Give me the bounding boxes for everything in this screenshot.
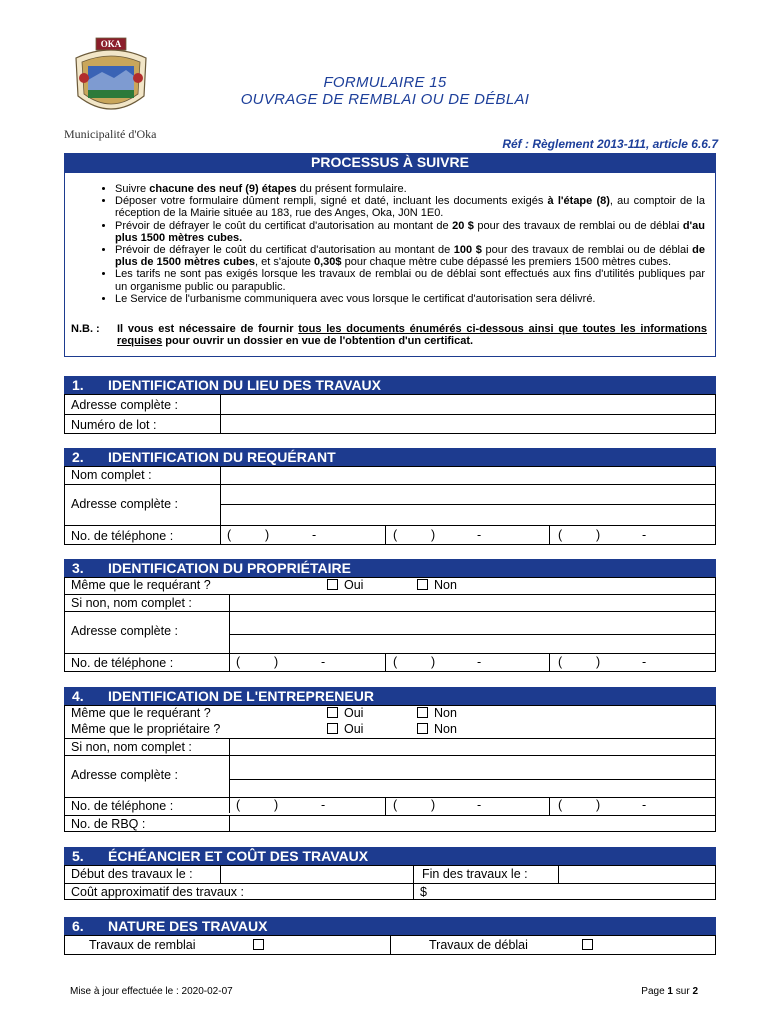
address-label: Adresse complète : [71, 624, 178, 638]
contractor-same-applicant-no-checkbox[interactable]: Non [417, 706, 457, 720]
owner-same-yes-checkbox[interactable]: Oui [327, 578, 363, 592]
same-as-owner-label: Même que le propriétaire ? [71, 722, 221, 736]
section-2-box: Nom complet : Adresse complète : No. de téléphone : ( ) - ( ) - ( ) - [64, 466, 716, 545]
contractor-same-owner-no-checkbox[interactable]: Non [417, 722, 457, 736]
section-6-heading: 6. NATURE DES TRAVAUX [64, 917, 716, 935]
process-box [64, 172, 716, 357]
logo-text: OKA [100, 39, 122, 49]
section-1-box [64, 394, 716, 434]
process-step: • Déposer votre formulaire dûment rempli, signé et daté, incluant les documents exigés à l'étape (8), au comptoir de la réception de la Mairie située au 183, rue des Anges, Oka, J0N 1E0. [115, 195, 705, 219]
lot-field[interactable] [221, 415, 715, 434]
section-2-heading: 2. IDENTIFICATION DU REQUÉRANT [64, 448, 716, 466]
form-title: FORMULAIRE 15 [323, 74, 447, 91]
owner-same-no-checkbox[interactable]: Non [417, 578, 457, 592]
process-step: • Les tarifs ne sont pas exigés lorsque les travaux de remblai ou de déblai sont effectués aux fins d'utilités publiques par un organisme public ou parapublic. [115, 268, 705, 292]
section-3-box: Même que le requérant ? Oui Non Si non, nom complet : Adresse complète : No. de téléphone : ( ) - ( ) - ( ) - [64, 577, 716, 672]
section-4-box: Même que le requérant ? Oui Non Même que le propriétaire ? Oui Non Si non, nom complet : Adresse complète : No. de téléphone : ( ) - ( ) - ( ) - No. de RBQ : [64, 705, 716, 832]
cost-label: Coût approximatif des travaux : [71, 885, 244, 899]
form-subtitle: OUVRAGE DE REMBLAI OU DE DÉBLAI [240, 91, 530, 108]
process-step: • Prévoir de défrayer le coût du certificat d'autorisation au montant de 20 $ pour des travaux de remblai ou de déblai d'au plus 1500 mètres cubes. [115, 220, 705, 244]
phone-label: No. de téléphone : [71, 656, 174, 670]
same-as-applicant-label: Même que le requérant ? [71, 706, 211, 720]
address-label: Adresse complète : [71, 768, 178, 782]
section-3-heading: 3. IDENTIFICATION DU PROPRIÉTAIRE [64, 559, 716, 577]
same-as-applicant-label: Même que le requérant ? [71, 578, 211, 592]
municipality-name: Municipalité d'Oka [64, 127, 157, 141]
page-number: Page 1 sur 2 [641, 986, 698, 997]
process-step: • Suivre chacune des neuf (9) étapes du présent formulaire. [115, 183, 705, 195]
if-not-name-label: Si non, nom complet : [71, 740, 192, 754]
process-step: • Le Service de l'urbanisme communiquera avec vous lorsque le certificat d'autorisation sera délivré. [115, 293, 705, 305]
contractor-same-owner-yes-checkbox[interactable]: Oui [327, 722, 363, 736]
phone-label: No. de téléphone : [71, 529, 174, 543]
cut-work-label: Travaux de déblai [429, 938, 528, 952]
rbq-label: No. de RBQ : [71, 817, 146, 831]
section-5-box [64, 865, 716, 900]
address-field[interactable] [221, 395, 715, 414]
address-label: Adresse complète : [71, 398, 178, 412]
regulation-reference: Réf : Règlement 2013-111, article 6.6.7 [502, 137, 718, 151]
if-not-name-label: Si non, nom complet : [71, 596, 192, 610]
fill-work-checkbox[interactable] [253, 939, 264, 950]
process-heading: PROCESSUS À SUIVRE [64, 153, 716, 172]
cut-work-checkbox[interactable] [582, 939, 593, 950]
nota-bene: N.B. : Il vous est nécessaire de fournir tous les documents énumérés ci-dessous ainsi que toutes les informations requises pour ouvrir un dossier en vue de l'obtention d'un certificat. [71, 323, 707, 347]
cost-currency: $ [420, 885, 427, 899]
section-4-heading: 4. IDENTIFICATION DE L'ENTREPRENEUR [64, 687, 716, 705]
lot-label: Numéro de lot : [71, 418, 157, 432]
update-date: Mise à jour effectuée le : 2020-02-07 [70, 986, 233, 997]
fill-work-label: Travaux de remblai [89, 938, 196, 952]
contractor-same-applicant-yes-checkbox[interactable]: Oui [327, 706, 363, 720]
start-date-label: Début des travaux le : [71, 867, 193, 881]
process-step: • Prévoir de défrayer le coût du certificat d'autorisation au montant de 100 $ pour des travaux de remblai ou de déblai de plus de 1500 mètres cubes, et s'ajoute 0,30$ pour chaque mètre cube dépassé les premiers 1500 mètres cubes. [115, 244, 705, 268]
address-label: Adresse complète : [71, 497, 178, 511]
phone-label: No. de téléphone : [71, 799, 174, 813]
section-5-heading: 5. ÉCHÉANCIER ET COÛT DES TRAVAUX [64, 847, 716, 865]
name-label: Nom complet : [71, 468, 152, 482]
section-6-box [64, 935, 716, 955]
section-1-heading: 1. IDENTIFICATION DU LIEU DES TRAVAUX [64, 376, 716, 394]
end-date-label: Fin des travaux le : [422, 867, 528, 881]
